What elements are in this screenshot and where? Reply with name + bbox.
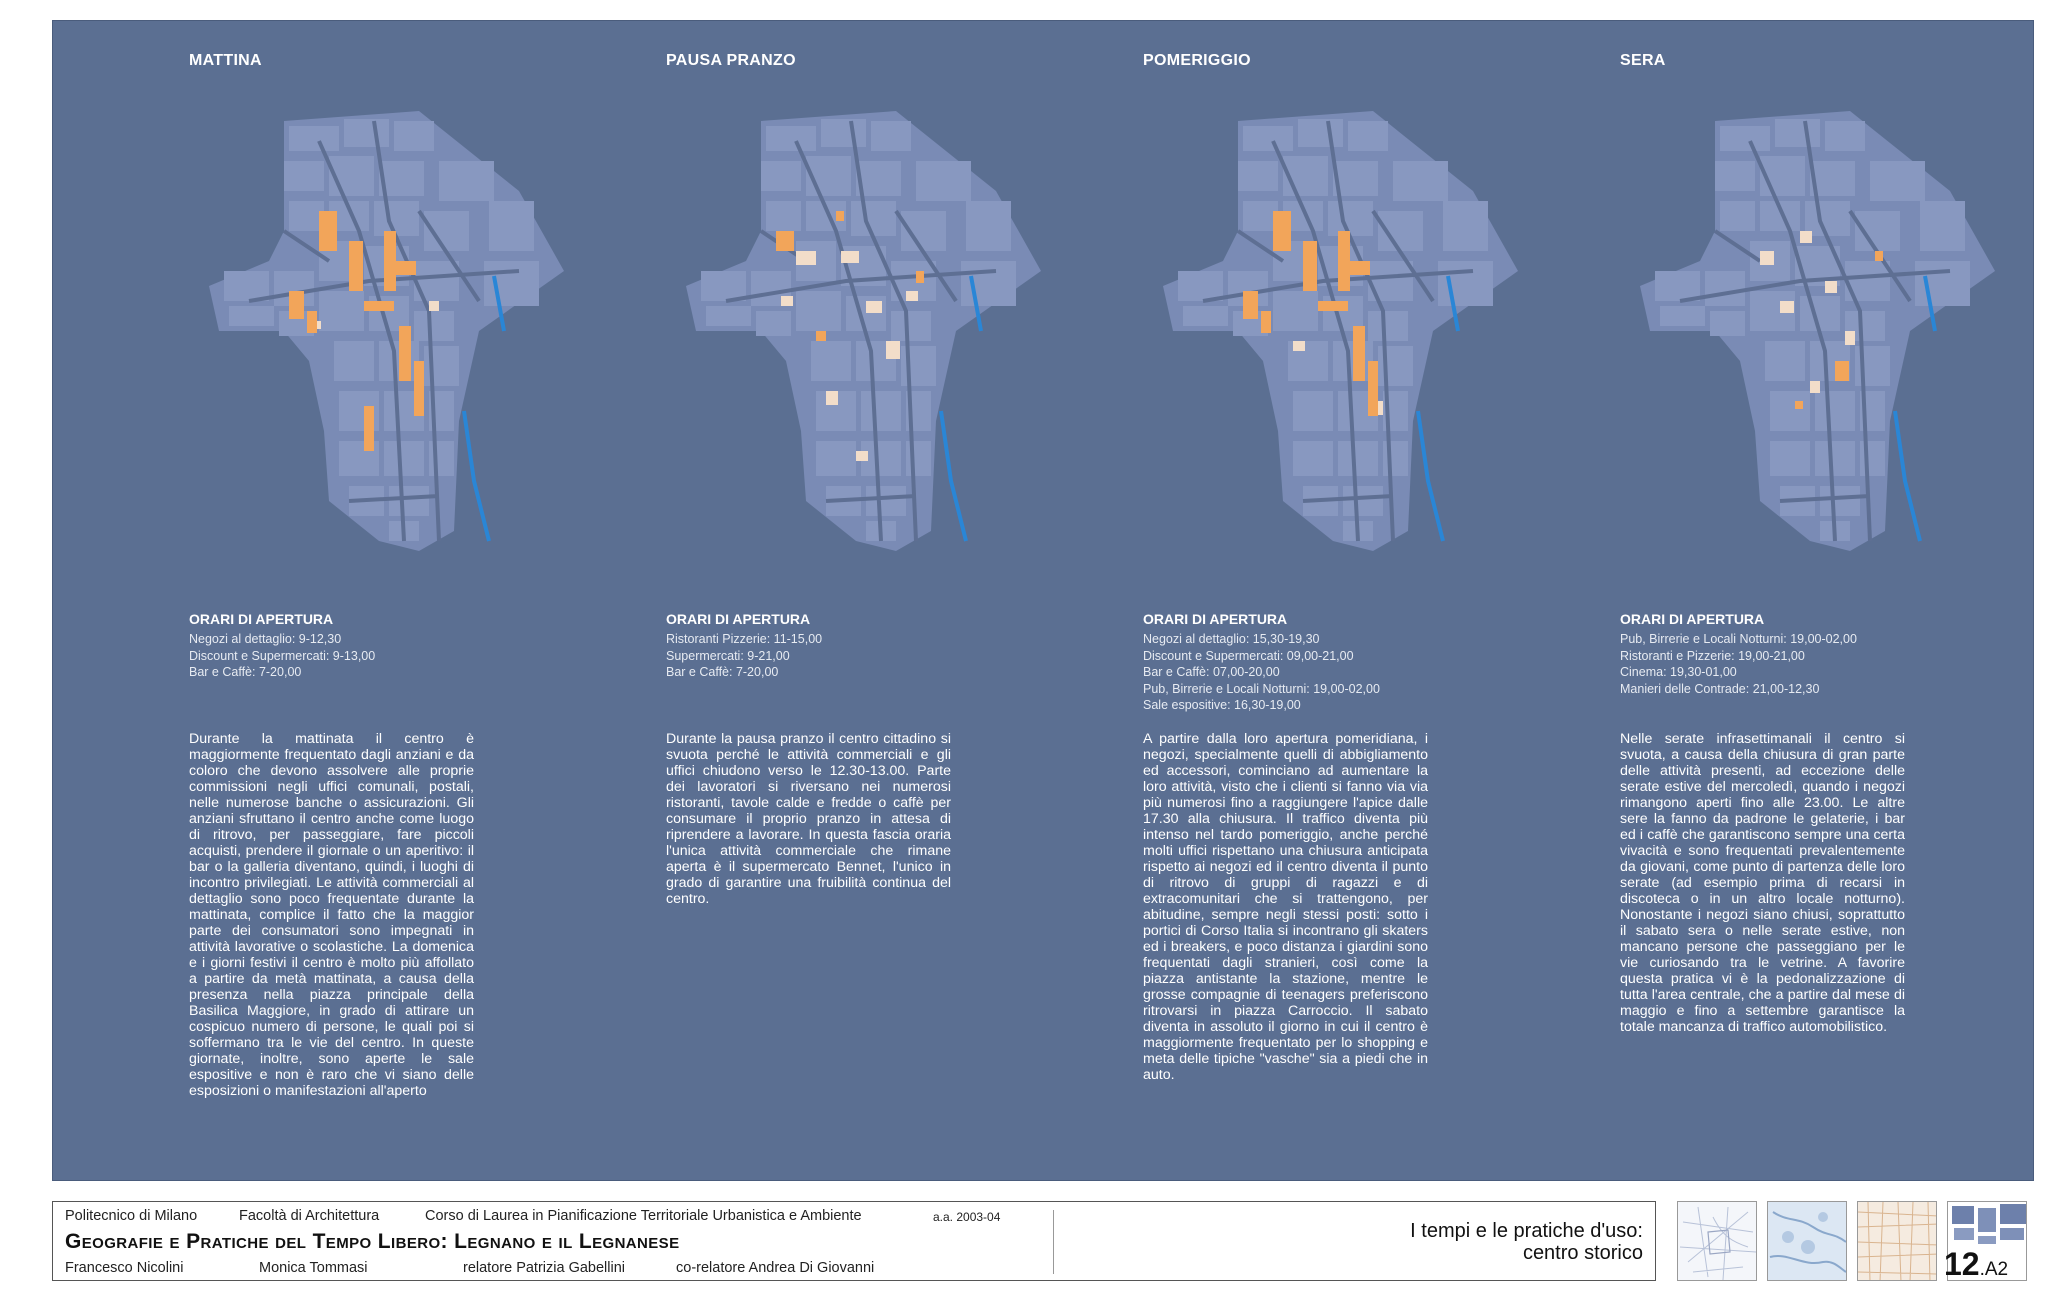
divider <box>1053 1210 1054 1274</box>
hours-item: Discount e Supermercati: 9-13,00 <box>189 648 376 663</box>
co-advisor: co-relatore Andrea Di Giovanni <box>676 1260 875 1276</box>
panel-title: MATTINA <box>189 52 262 69</box>
hours-title: ORARI DI APERTURA <box>1620 611 1765 627</box>
hours-item: Negozi al dettaglio: 15,30-19,30 <box>1143 632 1320 646</box>
hours-list <box>1143 631 1503 714</box>
panel-sera <box>1620 21 2034 1181</box>
panel-title: POMERIGGIO <box>1143 52 1251 69</box>
hours-item: Ristoranti e Pizzerie: 19,00-21,00 <box>1620 648 1805 663</box>
hours-list <box>1620 631 1980 697</box>
hours-item: Bar e Caffè: 7-20,00 <box>189 665 302 679</box>
hours-item: Discount e Supermercati: 09,00-21,00 <box>1143 648 1354 663</box>
university: Politecnico di Milano <box>65 1208 198 1224</box>
panel-mattina <box>189 21 669 1181</box>
map-icon <box>666 101 1066 641</box>
thesis-title: Geografie e Pratiche del Tempo Libero: Legnano e il Legnanese <box>65 1230 680 1253</box>
hours-item: Negozi al dettaglio: 9-12,30 <box>189 632 342 646</box>
hours-item: Pub, Birrerie e Locali Notturni: 19,00-02,00 <box>1143 681 1380 696</box>
map-icon <box>1143 101 1543 641</box>
panel-description: Durante la pausa pranzo il centro cittadino si svuota perché le attività commerciali e gli uffici chiudono verso le 12.30-13.00. Parte dei lavoratori si riversano nei numerosi ristoranti, tavole calde e fredde o caffè per consumare il proprio pranzo in attesa di riprendere a lavorare. In questa fascia oraria l'unica attività commerciale che rimane aperta è il supermercato Bennet, l'unico in grado di garantire una fruibilità continua del centro. <box>666 731 951 907</box>
hours-list <box>189 631 549 681</box>
sheet-number-main: 12 <box>1944 1246 1980 1282</box>
panel-title: SERA <box>1620 52 1666 69</box>
author: Francesco Nicolini <box>65 1260 184 1276</box>
map-icon <box>189 101 589 641</box>
course: Corso di Laurea in Pianificazione Territoriale Urbanistica e Ambiente <box>425 1208 862 1224</box>
hours-item: Sale espositive: 16,30-19,00 <box>1143 698 1301 712</box>
hours-item: Cinema: 19,30-01,00 <box>1620 665 1737 679</box>
board-title-line: I tempi e le pratiche d'uso: <box>1410 1220 1643 1242</box>
hours-list <box>666 631 1026 681</box>
panel-title: PAUSA PRANZO <box>666 52 796 69</box>
board-title-line: centro storico <box>1522 1242 1643 1264</box>
hours-title: ORARI DI APERTURA <box>189 611 334 627</box>
panel-description: A partire dalla loro apertura pomeridiana, i negozi, specialmente quelli di abbigliamento ed accessori, cominciano ad aumentare la loro attività, visto che i clienti si fanno via via più numerosi fino a raggiungere l'apice dalle 17.30 alla chiusura. Il traffico diventa più intenso nel tardo pomeriggio, anche perché molti uffici rispettano una chiusura anticipata rispetto ai negozi ed il centro diventa il punto di ritrovo di gruppi di ragazzi e di extracomunitari che si trattengono, per abitudine, sempre negli stessi posti: sotto i portici di Corso Italia si incontrano gli skaters ed i breakers, e poco distanza i giardini sono frequentati dagli stranieri, così come la piazza antistante la stazione, mentre le grosse compagnie di teenagers preferiscono ritrovarsi in piazza Carroccio. Il sabato diventa in assoluto il giorno in cui il centro è maggiormente frequentato per lo shopping e meta delle tipiche "vasche" sia a piedi che in auto. <box>1143 731 1428 1083</box>
panel-description: Durante la mattinata il centro è maggiormente frequentato dagli anziani e da coloro che devono assolvere alle proprie commissioni negli uffici comunali, postali, nelle numerose banche o assicurazioni. Gli anziani sfruttano il centro anche come luogo di ritrovo, per passeggiare, fare piccoli acquisti, prendere il giornale o un aperitivo: il bar o la galleria diventano, quindi, i luoghi di incontro privilegiati. Le attività commerciali al dettaglio sono poco frequentate durante la mattinata, complice il fatto che la maggior parte dei consumatori sono impegnati in attività lavorative o scolastiche. La domenica e i giorni festivi il centro è molto più affollato a partire da metà mattinata, a causa della presenza nella piazza principale della Basilica Maggiore, in grado di attirare un cospicuo numero di persone, le quali poi si soffermano tra le vie del centro. In queste giornate, inoltre, sono aperte le sale espositive e non è raro che vi siano delle esposizioni o manifestazioni all'aperto <box>189 731 474 1099</box>
thumbnail-map-1 <box>1677 1201 1757 1281</box>
hours-item: Supermercati: 9-21,00 <box>666 648 790 663</box>
academic-year: a.a. 2003-04 <box>933 1210 1001 1224</box>
hours-item: Bar e Caffè: 07,00-20,00 <box>1143 665 1280 679</box>
hours-item: Manieri delle Contrade: 21,00-12,30 <box>1620 681 1820 696</box>
board-title <box>1410 1220 1643 1264</box>
hours-title: ORARI DI APERTURA <box>1143 611 1288 627</box>
title-block <box>52 1201 1656 1281</box>
hours-title: ORARI DI APERTURA <box>666 611 811 627</box>
hours-item: Pub, Birrerie e Locali Notturni: 19,00-02,00 <box>1620 632 1857 646</box>
map-icon <box>1620 101 2020 641</box>
panel-pomeriggio <box>1143 21 1623 1181</box>
hours-item: Bar e Caffè: 7-20,00 <box>666 665 779 679</box>
advisor: relatore Patrizia Gabellini <box>463 1260 625 1276</box>
sheet-number-suffix: .A2 <box>1979 1259 2009 1280</box>
panel-description: Nelle serate infrasettimanali il centro si svuota, a causa della chiusura di gran parte delle attività presenti, ad eccezione delle serate estive del mercoledì, quando i negozi rimangono aperti fino alle 23.00. Le altre sere la fanno da padrone le gelaterie, i bar ed i caffè che garantiscono sempre una certa vivacità e sono frequentati prevalentemente da giovani, come punto di partenza delle loro serate (ad esempio prima di recarsi in discoteca o in un altro locale notturno). Nonostante i negozi siano chiusi, soprattutto il sabato sera o nelle serate estive, non mancano persone che passeggiano per le vie curiosando tra le vetrine. A favorire questa pratica vi è la pedonalizzazione di tutta l'area centrale, che a partire dal mese di maggio e fino a settembre garantisce la totale mancanza di traffico automobilistico. <box>1620 731 1905 1035</box>
thumbnail-map-2 <box>1767 1201 1847 1281</box>
sheet-number <box>1944 1246 2008 1283</box>
panel-pausa-pranzo <box>666 21 1146 1181</box>
faculty: Facoltà di Architettura <box>239 1208 380 1224</box>
presentation-board <box>52 20 2034 1181</box>
thumbnail-map-3 <box>1857 1201 1937 1281</box>
hours-item: Ristoranti Pizzerie: 11-15,00 <box>666 632 823 646</box>
author: Monica Tommasi <box>259 1260 368 1276</box>
